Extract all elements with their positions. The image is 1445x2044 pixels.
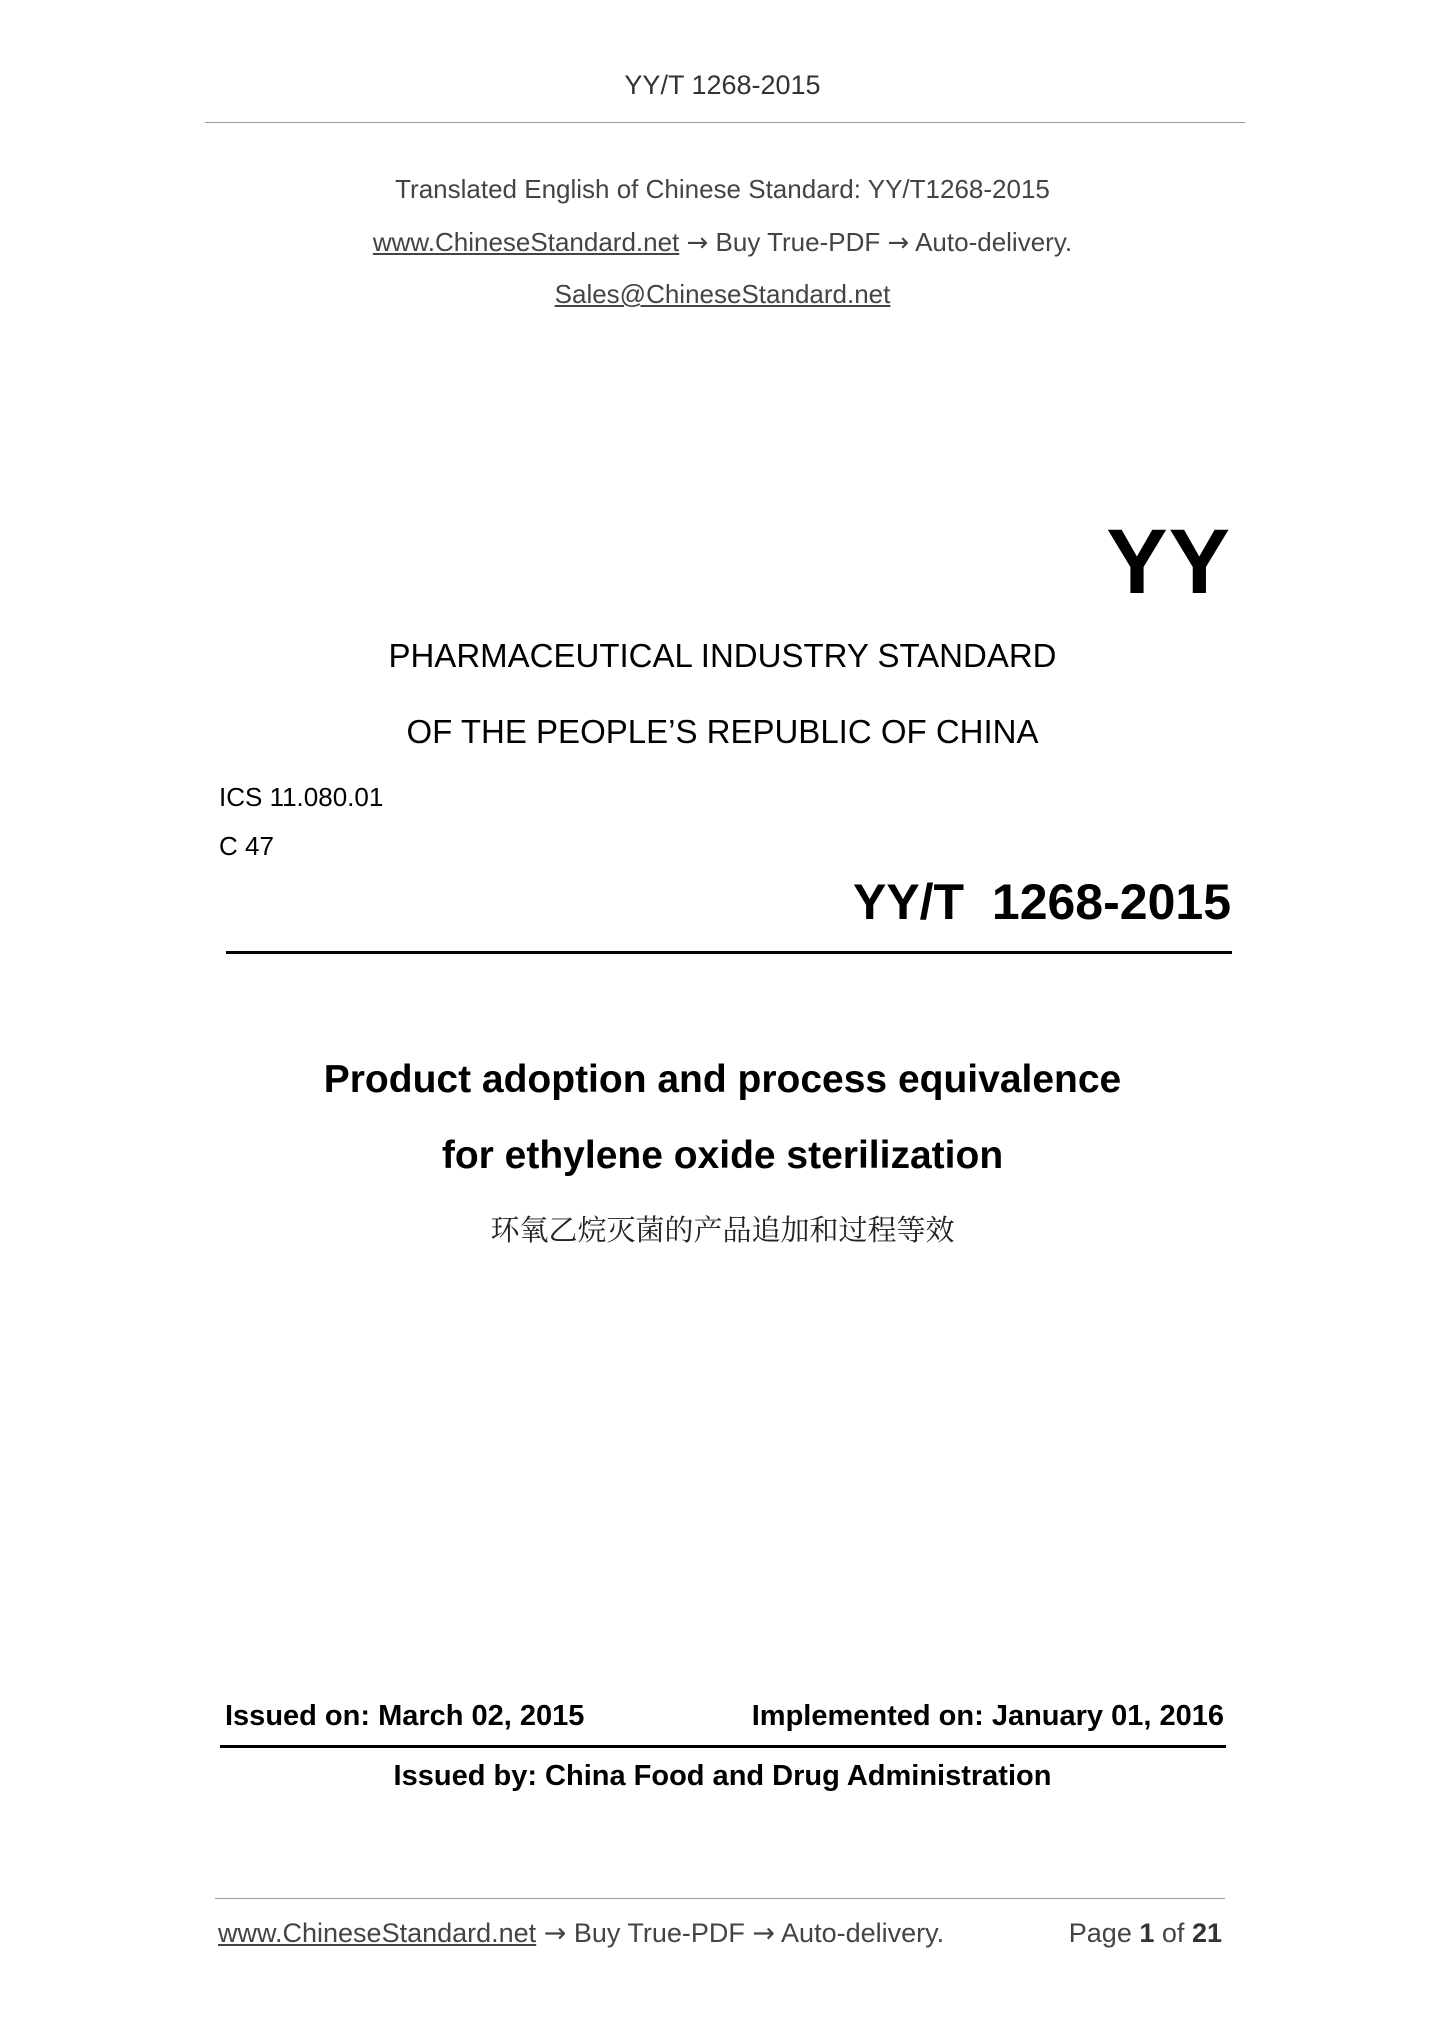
chinese-title: 环氧乙烷灭菌的产品追加和过程等效 [490, 1213, 955, 1247]
page-of-label: of [1161, 1918, 1185, 1948]
header-divider [205, 122, 1245, 123]
title-divider [226, 951, 1232, 954]
document-title-line2: for ethylene oxide sterilization [441, 1134, 1004, 1177]
dates-divider [220, 1745, 1226, 1748]
ccs-code: C 47 [219, 831, 274, 861]
standard-type-line1: PHARMACEUTICAL INDUSTRY STANDARD [388, 637, 1057, 674]
sales-email-link[interactable]: Sales@ChineseStandard.net [554, 279, 891, 309]
auto-delivery-text: Auto-delivery. [915, 227, 1073, 257]
footer-website-link[interactable]: www.ChineseStandard.net [218, 1918, 537, 1948]
purchase-line [0, 227, 1445, 258]
buy-pdf-text: Buy True-PDF [715, 227, 881, 257]
page-current: 1 [1139, 1918, 1155, 1948]
category-mark: YY [1106, 511, 1231, 613]
arrow-right-icon: → [686, 228, 709, 258]
page-label: Page [1068, 1918, 1132, 1948]
footer-purchase-line [218, 1918, 944, 1949]
standard-type-line2: OF THE PEOPLE’S REPUBLIC OF CHINA [406, 713, 1039, 750]
document-title-line1: Product adoption and process equivalence [323, 1058, 1122, 1101]
arrow-right-icon: → [752, 1918, 776, 1949]
ics-code: ICS 11.080.01 [219, 782, 384, 812]
issued-date: Issued on: March 02, 2015 [225, 1700, 585, 1732]
running-header: YY/T 1268-2015 [624, 70, 821, 100]
issuing-authority: Issued by: China Food and Drug Administration [393, 1760, 1052, 1792]
page-indicator [1069, 1918, 1222, 1949]
footer-divider [215, 1898, 1225, 1899]
footer-auto-delivery-text: Auto-delivery. [781, 1918, 945, 1948]
website-link[interactable]: www.ChineseStandard.net [372, 227, 680, 257]
arrow-right-icon: → [887, 228, 910, 258]
translation-notice: Translated English of Chinese Standard: YY/T1268-2015 [395, 174, 1050, 204]
footer-buy-pdf-text: Buy True-PDF [573, 1918, 745, 1948]
page-total: 21 [1191, 1918, 1222, 1948]
implemented-date: Implemented on: January 01, 2016 [751, 1700, 1224, 1732]
email-line [0, 279, 1445, 310]
standard-number: YY/T 1268-2015 [852, 874, 1231, 930]
arrow-right-icon: → [543, 1918, 567, 1949]
